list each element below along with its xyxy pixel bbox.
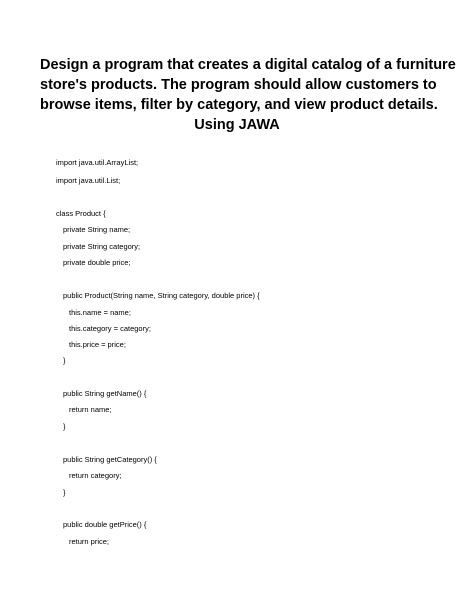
- code-line: private String category;: [63, 242, 141, 251]
- code-line: }: [63, 488, 66, 497]
- code-line: public Product(String name, String category, double price) {: [63, 291, 260, 300]
- title-line: browse items, filter by category, and view product details.: [40, 97, 438, 113]
- code-line: this.price = price;: [69, 340, 126, 349]
- code-line: private double price;: [63, 258, 131, 267]
- code-line: public double getPrice() {: [63, 520, 147, 529]
- code-line: return name;: [69, 405, 112, 414]
- code-line: public String getCategory() {: [63, 455, 157, 464]
- code-line: this.name = name;: [69, 308, 131, 317]
- code-line: this.category = category;: [69, 324, 151, 333]
- code-line: return category;: [69, 471, 122, 480]
- code-line: }: [63, 422, 66, 431]
- code-line: import java.util.List;: [56, 176, 121, 185]
- code-line: return price;: [69, 537, 110, 546]
- code-line: public String getName() {: [63, 389, 147, 398]
- code-line: class Product {: [56, 209, 106, 218]
- code-line: import java.util.ArrayList;: [56, 158, 139, 167]
- title-line: Using JAWA: [194, 117, 280, 133]
- code-line: private String name;: [63, 225, 131, 234]
- title-line: Design a program that creates a digital catalog of a furniture: [40, 57, 456, 73]
- code-line: }: [63, 356, 66, 365]
- title-line: store's products. The program should allow customers to: [40, 77, 437, 93]
